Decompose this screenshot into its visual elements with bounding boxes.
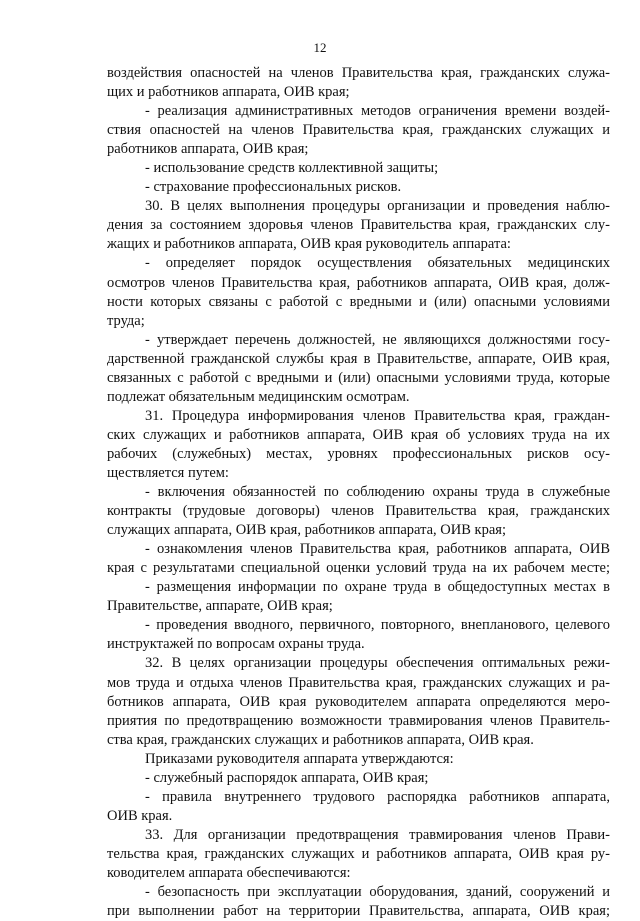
text-line: ществляется путем:	[107, 464, 229, 481]
text-line: рабочих (служебных) местах, уровнях профессиональных рисков осу-	[107, 445, 610, 462]
text-line: осмотров членов Правительства края, работников аппарата, ОИВ края, долж-	[107, 274, 610, 291]
text-line: - правила внутреннего трудового распорядка работников аппарата,	[145, 788, 610, 805]
text-line: щих и работников аппарата, ОИВ края;	[107, 84, 350, 101]
text-line: - страхование профессиональных рисков.	[145, 179, 402, 196]
text-line: служащих аппарата, ОИВ края, работников аппарата, ОИВ края;	[107, 522, 506, 539]
text-line: - проведения вводного, первичного, повторного, внепланового, целевого	[145, 617, 610, 634]
text-line: Правительстве, аппарате, ОИВ края;	[107, 598, 333, 615]
text-line: 30. В целях выполнения процедуры организации и проведения наблю-	[145, 198, 610, 215]
text-line: подлежат обязательным медицинским осмотрам.	[107, 388, 410, 405]
text-line: 33. Для организации предотвращения травмирования членов Прави-	[145, 826, 610, 843]
text-line: - включения обязанностей по соблюдению охраны труда в служебные	[145, 484, 610, 501]
text-line: ствия опасностей на членов Правительства края, гражданских служащих и	[107, 122, 610, 139]
text-line: 32. В целях организации процедуры обеспечения оптимальных режи-	[145, 655, 610, 672]
page-number: 12	[313, 40, 327, 55]
text-line: жащих и работников аппарата, ОИВ края руководитель аппарата:	[107, 236, 511, 253]
text-line: ботников аппарата, ОИВ края руководителем аппарата определяются меро-	[107, 693, 610, 710]
text-line: ских служащих и работников аппарата, ОИВ края об условиях труда на их	[107, 426, 610, 443]
text-line: мов труда и отдыха членов Правительства края, гражданских служащих и ра-	[107, 674, 610, 691]
text-line: ства края, гражданских служащих и работников аппарата, ОИВ края.	[107, 731, 534, 748]
text-line: воздействия опасностей на членов Правительства края, гражданских служа-	[107, 65, 610, 81]
text-line: связанных с работой с вредными и (или) опасными условиями труда, которые	[107, 369, 610, 386]
text-line: - реализация административных методов ограничения времени воздей-	[145, 103, 610, 120]
text-line: инструктажей по вопросам охраны труда.	[107, 636, 365, 653]
text-line: - ознакомления членов Правительства края, работников аппарата, ОИВ	[145, 541, 610, 558]
text-line: труда;	[107, 312, 145, 329]
text-line: ОИВ края.	[107, 807, 173, 824]
text-line: Приказами руководителя аппарата утверждаются:	[145, 750, 454, 767]
text-line: контракты (трудовые договоры) членов Правительства края, гражданских	[107, 503, 610, 520]
text-line: - использование средств коллективной защиты;	[145, 160, 439, 177]
text-line: - определяет порядок осуществления обязательных медицинских	[145, 255, 610, 272]
text-line: приятия по предотвращению возможности травмирования членов Правитель-	[107, 712, 610, 729]
text-line: при выполнении работ на территории Правительства, аппарата, ОИВ края;	[107, 903, 610, 920]
text-line: - утверждает перечень должностей, не являющихся должностями госу-	[145, 331, 610, 348]
text-line: тельства края, гражданских служащих и работников аппарата, ОИВ края ру-	[107, 845, 610, 862]
text-line: ности которых связаны с работой с вредными и (или) опасными условиями	[107, 293, 610, 310]
text-line: работников аппарата, ОИВ края;	[107, 141, 309, 158]
text-line: дения за состоянием здоровья членов Правительства края, гражданских слу-	[107, 217, 610, 234]
text-line: ководителем аппарата обеспечиваются:	[107, 864, 351, 881]
text-line: - безопасность при эксплуатации оборудования, зданий, сооружений и	[145, 884, 610, 901]
text-line: - размещения информации по охране труда в общедоступных местах в	[145, 579, 610, 596]
text-line: дарственной гражданской службы края в Правительстве, аппарате, ОИВ края,	[107, 350, 610, 367]
text-line: края с результатами специальной оценки условий труда на их рабочем месте;	[107, 560, 610, 577]
text-line: 31. Процедура информирования членов Правительства края, граждан-	[145, 407, 610, 424]
document-body	[107, 64, 610, 921]
text-line: - служебный распорядок аппарата, ОИВ края;	[145, 769, 429, 786]
